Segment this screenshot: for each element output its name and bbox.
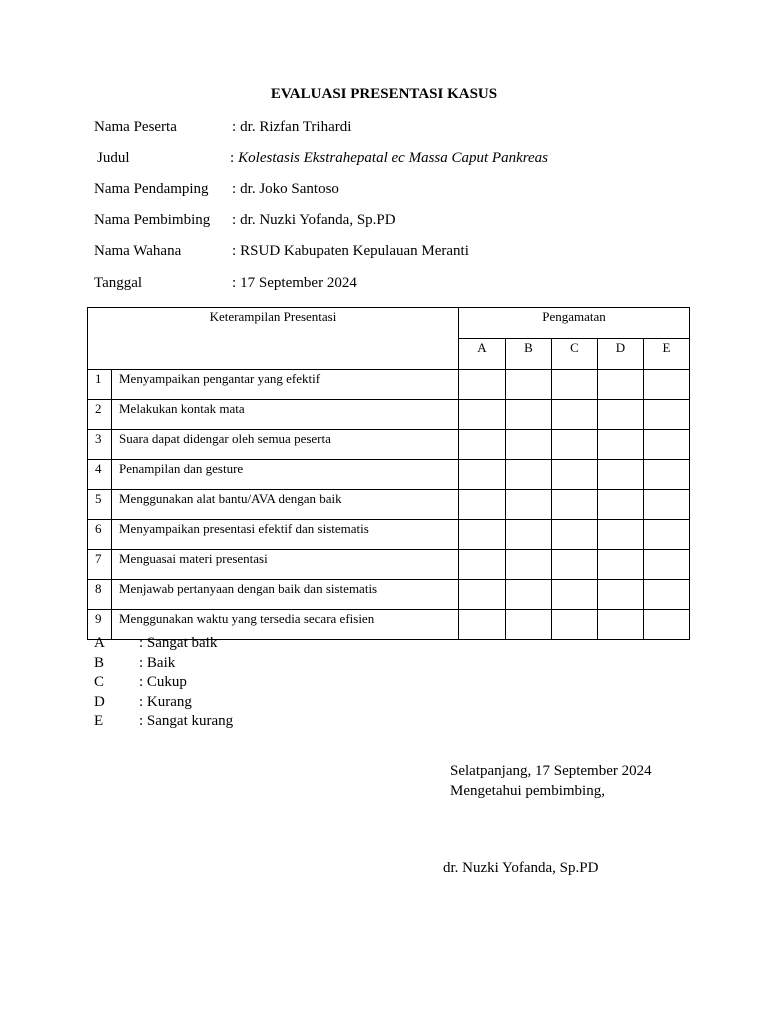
observation-cell-d[interactable] — [598, 580, 644, 610]
legend-value: : Sangat baik — [139, 635, 218, 651]
skill-item: Menjawab pertanyaan dengan baik dan sistematis — [112, 580, 459, 610]
observation-cell-e[interactable] — [644, 400, 690, 430]
observation-cell-e[interactable] — [644, 430, 690, 460]
skill-item: Menggunakan alat bantu/AVA dengan baik — [112, 490, 459, 520]
info-label: Nama Wahana — [94, 243, 182, 259]
grade-header-c: C — [552, 339, 598, 370]
info-colon: : — [232, 119, 237, 135]
grade-header-b: B — [506, 339, 552, 370]
observation-cell-b[interactable] — [506, 550, 552, 580]
info-value — [232, 119, 351, 136]
document-title: EVALUASI PRESENTASI KASUS — [270, 86, 498, 102]
observation-cell-a[interactable] — [459, 400, 506, 430]
legend-key: D — [94, 693, 105, 710]
observation-cell-c[interactable] — [552, 610, 598, 640]
observation-cell-a[interactable] — [459, 370, 506, 400]
observation-cell-c[interactable] — [552, 580, 598, 610]
grade-header-e: E — [644, 339, 690, 370]
observation-cell-d[interactable] — [598, 400, 644, 430]
skill-item: Menguasai materi presentasi — [112, 550, 459, 580]
row-number: 1 — [88, 370, 112, 400]
observation-cell-b[interactable] — [506, 490, 552, 520]
observation-cell-a[interactable] — [459, 550, 506, 580]
observation-cell-d[interactable] — [598, 430, 644, 460]
observation-cell-d[interactable] — [598, 370, 644, 400]
info-value-text: dr. Joko Santoso — [240, 181, 339, 197]
observation-cell-d[interactable] — [598, 610, 644, 640]
row-number: 8 — [88, 580, 112, 610]
observation-cell-b[interactable] — [506, 580, 552, 610]
info-colon: : — [232, 212, 237, 228]
grade-header-a: A — [459, 339, 506, 370]
skill-item: Melakukan kontak mata — [112, 400, 459, 430]
skill-header: Keterampilan Presentasi — [88, 308, 459, 370]
table-row — [88, 460, 690, 490]
observation-cell-c[interactable] — [552, 550, 598, 580]
info-value-text: RSUD Kabupaten Kepulauan Meranti — [240, 243, 469, 259]
observation-cell-c[interactable] — [552, 460, 598, 490]
row-number: 9 — [88, 610, 112, 640]
legend-value: : Sangat kurang — [139, 713, 234, 729]
info-value — [232, 243, 469, 260]
info-value-text: Kolestasis Ekstrahepatal ec Massa Caput Pankreas — [238, 150, 549, 166]
row-number: 4 — [88, 460, 112, 490]
observation-cell-e[interactable] — [644, 580, 690, 610]
observation-cell-e[interactable] — [644, 460, 690, 490]
signature-acknowledgement: Mengetahui pembimbing, — [450, 783, 605, 799]
info-colon: : — [232, 275, 237, 291]
row-number: 6 — [88, 520, 112, 550]
info-label: Nama Peserta — [94, 119, 177, 135]
observation-cell-b[interactable] — [506, 430, 552, 460]
observation-cell-b[interactable] — [506, 610, 552, 640]
observation-cell-b[interactable] — [506, 400, 552, 430]
observation-cell-c[interactable] — [552, 490, 598, 520]
skill-item: Menyampaikan presentasi efektif dan sistematis — [112, 520, 459, 550]
skill-item: Menggunakan waktu yang tersedia secara efisien — [112, 610, 459, 640]
signature-place-date: Selatpanjang, 17 September 2024 — [450, 763, 652, 779]
observation-cell-c[interactable] — [552, 370, 598, 400]
signature-name: dr. Nuzki Yofanda, Sp.PD — [443, 860, 599, 876]
observation-cell-d[interactable] — [598, 490, 644, 520]
observation-cell-a[interactable] — [459, 580, 506, 610]
legend-value: : Kurang — [139, 693, 192, 710]
row-number: 2 — [88, 400, 112, 430]
observation-cell-a[interactable] — [459, 610, 506, 640]
evaluation-table — [87, 307, 690, 640]
info-value-text: dr. Nuzki Yofanda, Sp.PD — [240, 212, 396, 228]
info-value — [232, 181, 339, 198]
skill-item: Penampilan dan gesture — [112, 460, 459, 490]
table-row — [88, 520, 690, 550]
observation-cell-e[interactable] — [644, 550, 690, 580]
info-label: Judul — [97, 150, 130, 166]
observation-cell-a[interactable] — [459, 490, 506, 520]
legend-value: : Cukup — [139, 674, 187, 690]
observation-cell-e[interactable] — [644, 370, 690, 400]
observation-cell-a[interactable] — [459, 520, 506, 550]
info-colon: : — [232, 243, 237, 259]
observation-cell-e[interactable] — [644, 520, 690, 550]
skill-item: Menyampaikan pengantar yang efektif — [112, 370, 459, 400]
observation-cell-b[interactable] — [506, 520, 552, 550]
info-label: Nama Pendamping — [94, 181, 209, 197]
observation-cell-b[interactable] — [506, 460, 552, 490]
observation-cell-e[interactable] — [644, 610, 690, 640]
legend-key: C — [94, 674, 105, 690]
info-value — [232, 212, 396, 229]
observation-cell-d[interactable] — [598, 550, 644, 580]
info-colon: : — [232, 181, 237, 197]
observation-cell-c[interactable] — [552, 400, 598, 430]
info-value-text: 17 September 2024 — [240, 275, 357, 291]
row-number: 5 — [88, 490, 112, 520]
observation-cell-b[interactable] — [506, 370, 552, 400]
info-colon: : — [230, 150, 235, 166]
observation-cell-d[interactable] — [598, 460, 644, 490]
observation-header: Pengamatan — [459, 308, 690, 339]
table-row — [88, 400, 690, 430]
info-value — [230, 150, 548, 167]
table-row — [88, 550, 690, 580]
observation-cell-d[interactable] — [598, 520, 644, 550]
info-label: Nama Pembimbing — [94, 212, 211, 228]
skill-item: Suara dapat didengar oleh semua peserta — [112, 430, 459, 460]
info-label: Tanggal — [94, 275, 143, 291]
observation-cell-a[interactable] — [459, 430, 506, 460]
row-number: 3 — [88, 430, 112, 460]
legend-value: : Baik — [139, 654, 176, 671]
observation-cell-e[interactable] — [644, 490, 690, 520]
table-row — [88, 580, 690, 610]
table-row — [88, 370, 690, 400]
legend-key: B — [94, 654, 105, 671]
table-row — [88, 430, 690, 460]
info-value — [232, 275, 357, 292]
observation-cell-c[interactable] — [552, 430, 598, 460]
legend-key: E — [94, 713, 104, 729]
observation-cell-c[interactable] — [552, 520, 598, 550]
row-number: 7 — [88, 550, 112, 580]
table-row — [88, 490, 690, 520]
legend-key: A — [94, 635, 105, 651]
grade-header-d: D — [598, 339, 644, 370]
info-value-text: dr. Rizfan Trihardi — [240, 119, 352, 135]
observation-cell-a[interactable] — [459, 460, 506, 490]
